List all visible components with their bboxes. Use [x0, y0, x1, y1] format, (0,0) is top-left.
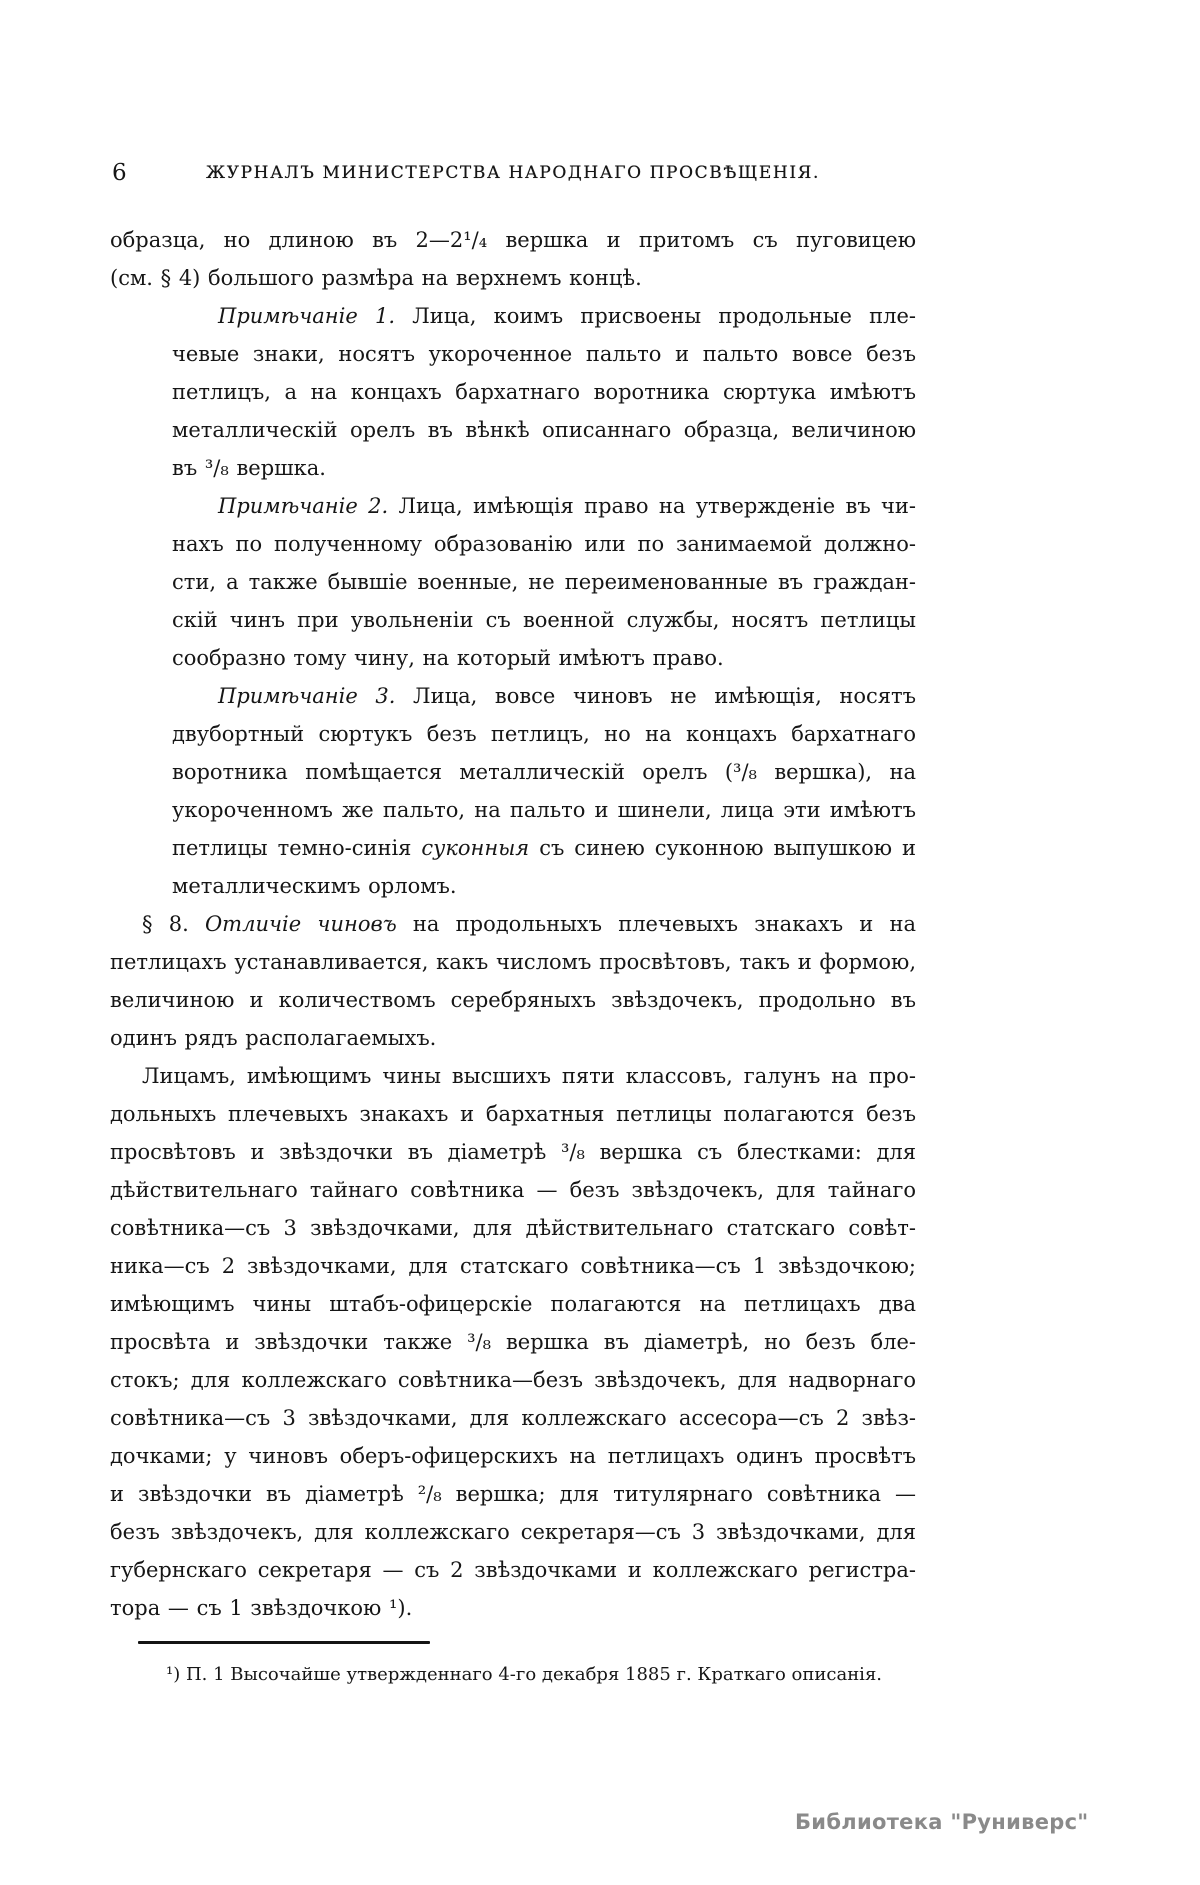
text-line: совѣтника—съ 3 звѣздочками, для дѣйствительнаго статскаго совѣт- — [110, 1216, 916, 1240]
paragraph — [110, 487, 916, 677]
text-line: и звѣздочки въ діаметрѣ ²/₈ вершка; для титулярнаго совѣтника — — [110, 1482, 916, 1506]
text-line: чевые знаки, носятъ укороченное пальто и пальто вовсе безъ — [172, 342, 916, 366]
text-line: совѣтника—съ 3 звѣздочками, для коллежскаго ассесора—съ 2 звѣз- — [110, 1406, 916, 1430]
text-line: стокъ; для коллежскаго совѣтника—безъ звѣздочекъ, для надворнаго — [110, 1368, 916, 1392]
text-line: имѣющимъ чины штабъ-офицерскіе полагаются на петлицахъ два — [110, 1292, 916, 1316]
text-line: (см. § 4) большого размѣра на верхнемъ концѣ. — [110, 266, 642, 290]
text-line: укороченномъ же пальто, на пальто и шинели, лица эти имѣютъ — [172, 798, 916, 822]
paragraph — [110, 905, 916, 1057]
paragraph — [110, 221, 916, 297]
text-line: сообразно тому чину, на который имѣютъ право. — [172, 646, 724, 670]
text-line: петлицы темно-синія суконныя съ синею суконною выпушкою и — [172, 836, 916, 860]
text-line: Примѣчаніе 2. Лица, имѣющія право на утвержденіе въ чи- — [218, 494, 916, 518]
text-line: образца, но длиною въ 2—2¹/₄ вершка и притомъ съ пуговицею — [110, 228, 916, 252]
text-line: дольныхъ плечевыхъ знакахъ и бархатныя петлицы полагаются безъ — [110, 1102, 916, 1126]
page-body — [110, 221, 916, 1627]
watermark: Библиотека "Руниверс" — [795, 1810, 1089, 1834]
text-line: нахъ по полученному образованію или по занимаемой должно- — [172, 532, 916, 556]
text-line: двубортный сюртукъ безъ петлицъ, но на концахъ бархатнаго — [172, 722, 916, 746]
text-line: Лицамъ, имѣющимъ чины высшихъ пяти классовъ, галунъ на про- — [142, 1064, 916, 1088]
text-line: одинъ рядъ располагаемыхъ. — [110, 1026, 437, 1050]
text-line: § 8. Отличіе чиновъ на продольныхъ плечевыхъ знакахъ и на — [142, 912, 916, 936]
text-line: величиною и количествомъ серебряныхъ звѣздочекъ, продольно въ — [110, 988, 916, 1012]
text-line: скій чинъ при увольненіи съ военной службы, носятъ петлицы — [172, 608, 916, 632]
running-title: ЖУРНАЛЪ МИНИСТЕРСТВА НАРОДНАГО ПРОСВѢЩЕНІЯ. — [206, 163, 820, 183]
text-line: сти, а также бывшіе военные, не переименованные въ граждан- — [172, 570, 916, 594]
text-line: просвѣта и звѣздочки также ³/₈ вершка въ діаметрѣ, но безъ бле- — [110, 1330, 916, 1354]
paragraph — [110, 677, 916, 905]
text-line: дочками; у чиновъ оберъ-офицерскихъ на петлицахъ одинъ просвѣтъ — [110, 1444, 916, 1468]
text-line: ника—съ 2 звѣздочками, для статскаго совѣтника—съ 1 звѣздочкою; — [110, 1254, 916, 1278]
page-header — [110, 160, 916, 190]
text-line: Примѣчаніе 3. Лица, вовсе чиновъ не имѣющія, носятъ — [218, 684, 916, 708]
text-line: дѣйствительнаго тайнаго совѣтника — безъ звѣздочекъ, для тайнаго — [110, 1178, 916, 1202]
text-line: воротника помѣщается металлическій орелъ (³/₈ вершка), на — [172, 760, 916, 784]
text-line: металлическій орелъ въ вѣнкѣ описаннаго образца, величиною — [172, 418, 916, 442]
page-number: 6 — [112, 160, 127, 186]
text-line: петлицахъ устанавливается, какъ числомъ просвѣтовъ, такъ и формою, — [110, 950, 916, 974]
text-line: въ ³/₈ вершка. — [172, 456, 326, 480]
footnote: ¹) П. 1 Высочайше утвержденнаго 4-го декабря 1885 г. Краткаго описанія. — [166, 1664, 883, 1685]
text-line: безъ звѣздочекъ, для коллежскаго секретаря—съ 3 звѣздочками, для — [110, 1520, 916, 1544]
text-line: петлицъ, а на концахъ бархатнаго воротника сюртука имѣютъ — [172, 380, 916, 404]
footnote-rule — [138, 1641, 430, 1644]
paragraph — [110, 1057, 916, 1627]
paragraph — [110, 297, 916, 487]
text-line: металлическимъ орломъ. — [172, 874, 457, 898]
text-line: губернскаго секретаря — съ 2 звѣздочками и коллежскаго регистра- — [110, 1558, 916, 1582]
text-line: просвѣтовъ и звѣздочки въ діаметрѣ ³/₈ вершка съ блестками: для — [110, 1140, 916, 1164]
text-line: Примѣчаніе 1. Лица, коимъ присвоены продольные пле- — [218, 304, 916, 328]
text-line: тора — съ 1 звѣздочкою ¹). — [110, 1596, 413, 1620]
